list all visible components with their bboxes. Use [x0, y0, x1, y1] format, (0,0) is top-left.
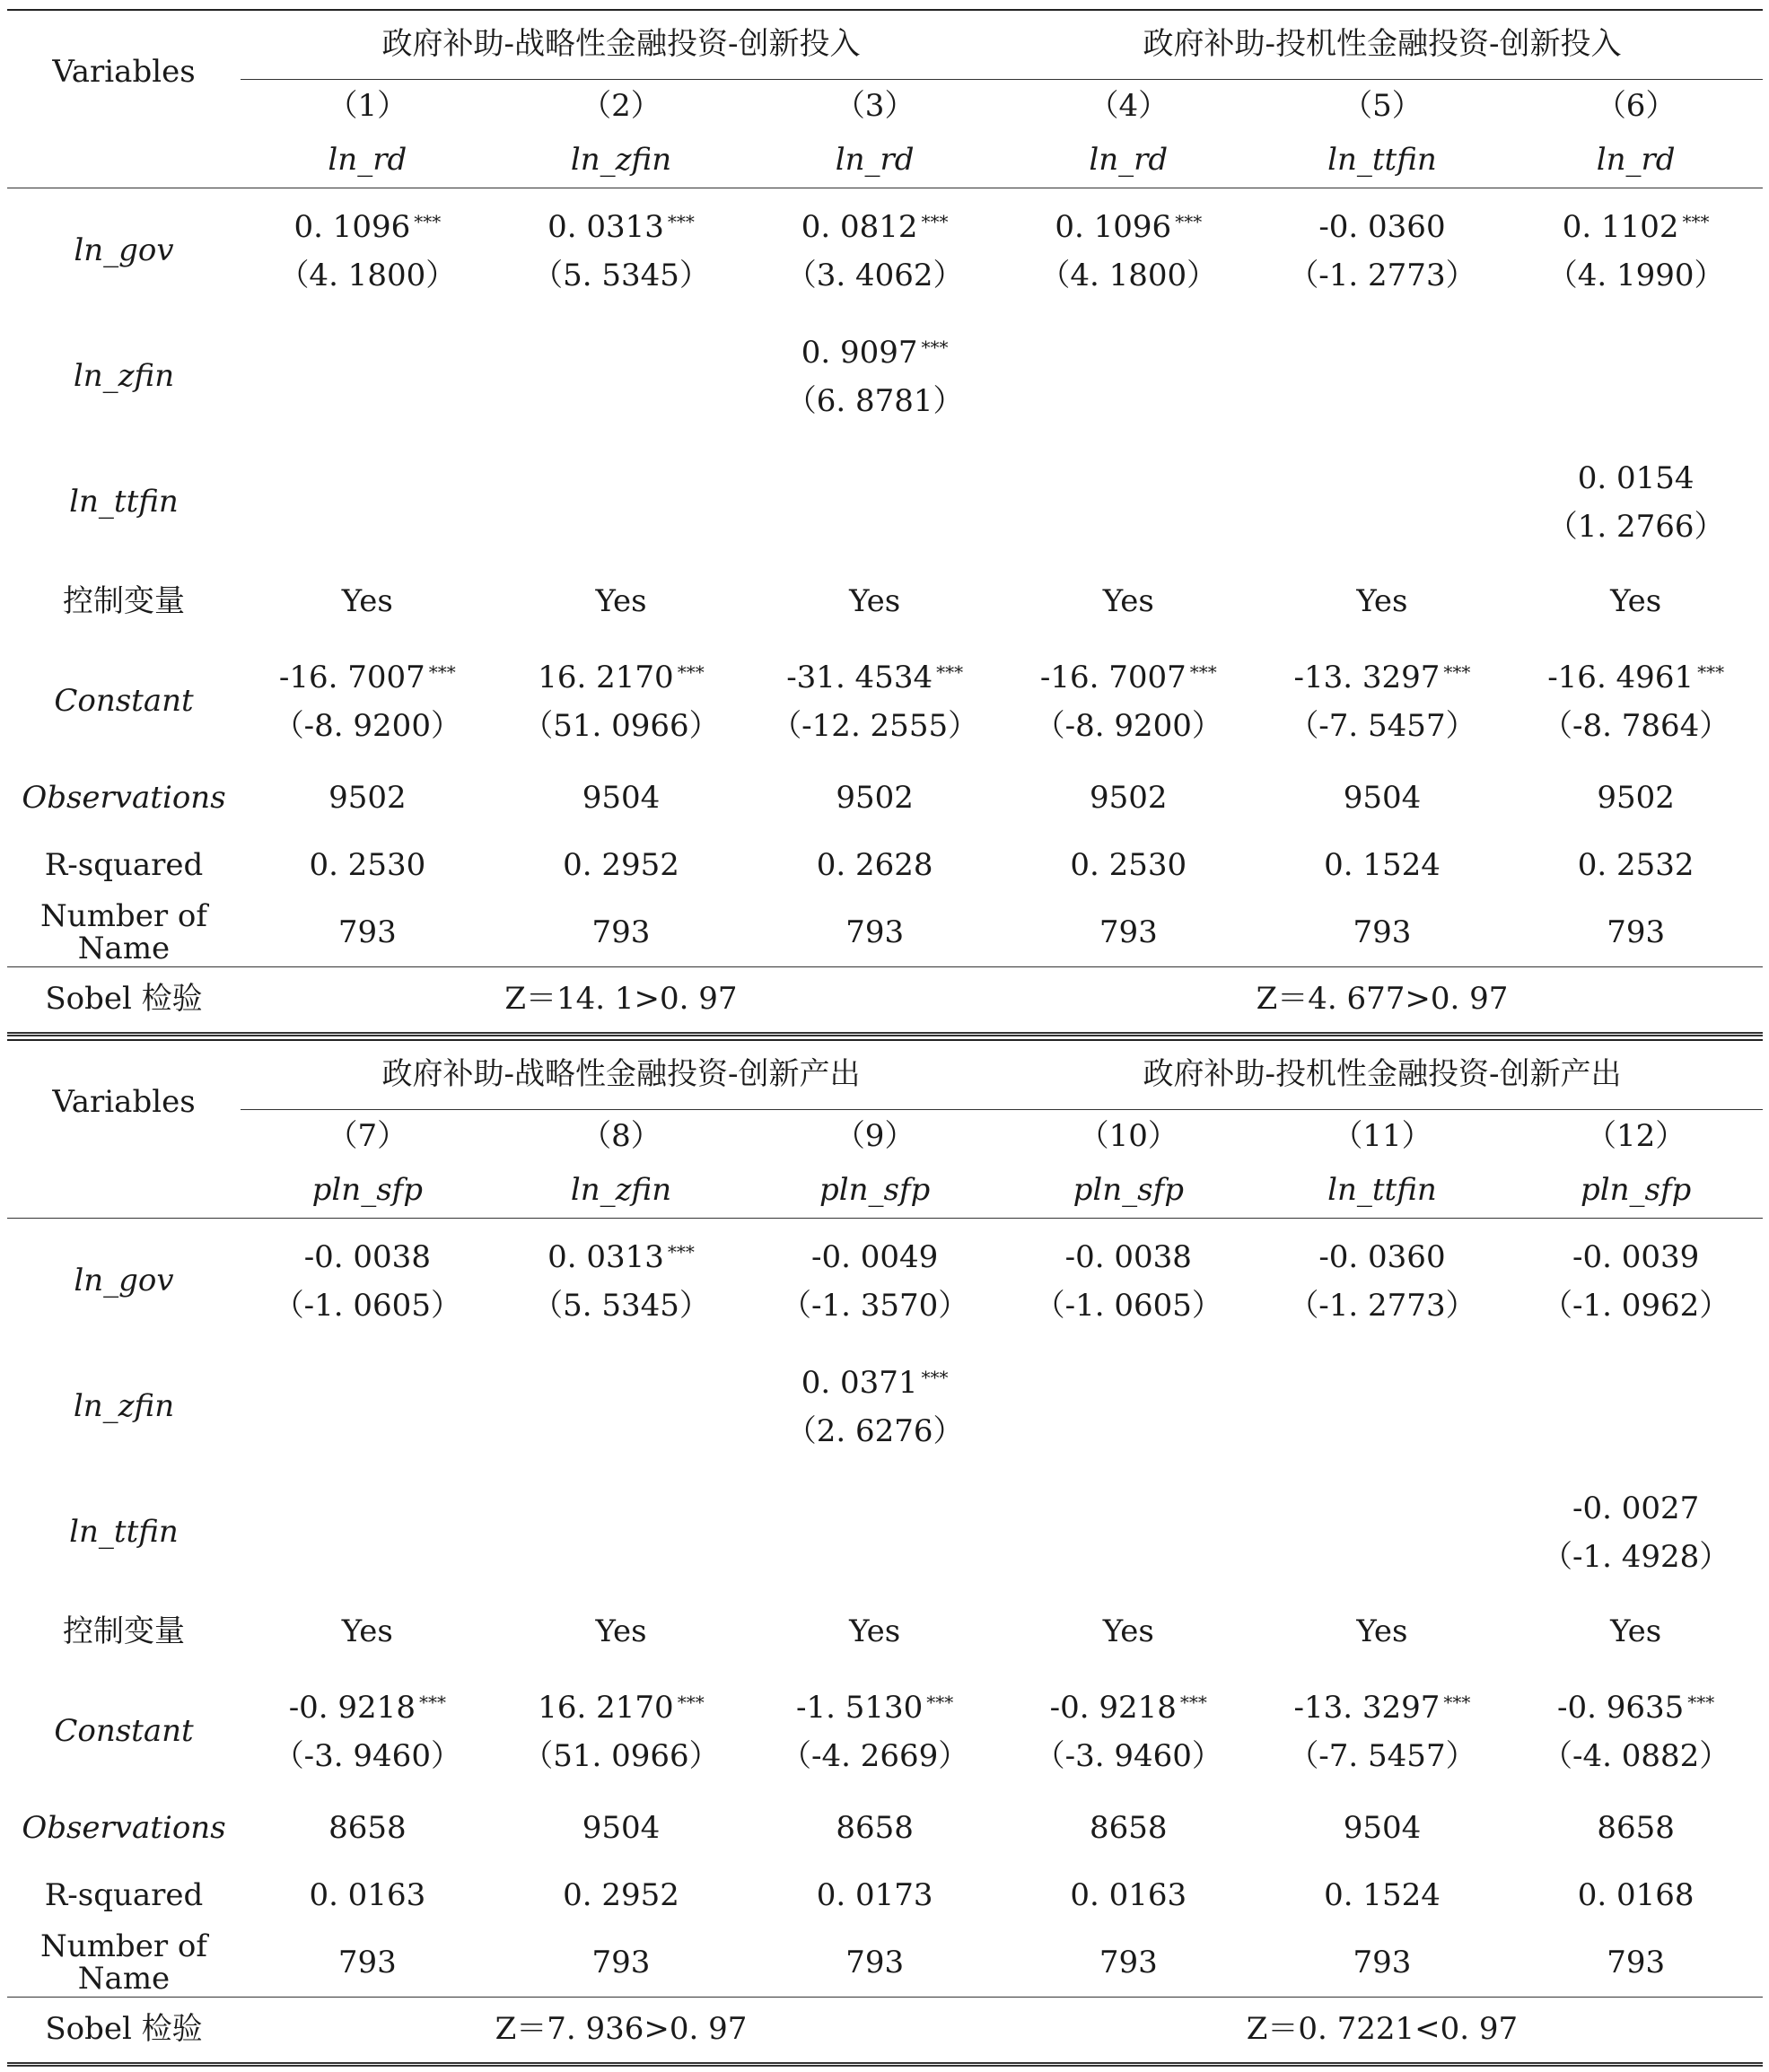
row-label-observations: Observations: [22, 779, 226, 816]
controls-cell: Yes: [1356, 1613, 1408, 1650]
coefficient-estimate: -0. 0038: [1064, 1239, 1192, 1275]
t-statistic: （5. 5345）: [532, 258, 710, 293]
row-controls: [7, 1596, 1763, 1669]
row-label-ln-ttfin: ln_ttfin: [69, 484, 179, 520]
coef-cell: [241, 1344, 495, 1470]
coef-cell: [748, 440, 1002, 565]
row-label-ln-ttfin: ln_ttfin: [69, 1514, 179, 1551]
coefficient-value: [241, 203, 495, 251]
dependent-variable: ln_rd: [1509, 134, 1763, 188]
coef-cell: [495, 1470, 749, 1596]
significance-stars: ***: [667, 211, 695, 232]
coef-cell: [748, 1470, 1002, 1596]
observations-cell: 8658: [836, 1809, 914, 1846]
coefficient-value: [1509, 1233, 1763, 1281]
dependent-variable: ln_ttfin: [1256, 1164, 1510, 1219]
significance-stars: ***: [926, 1692, 954, 1713]
coefficient-estimate: 0. 0313: [547, 1239, 664, 1275]
coefficient-estimate: 0. 1096: [293, 209, 411, 245]
significance-stars: ***: [414, 211, 442, 232]
coefficient-value: [1509, 1484, 1763, 1533]
t-statistic: （-7. 5457）: [1288, 708, 1476, 744]
row-ln-ttfin: [7, 1470, 1763, 1596]
r-squared-cell: 0. 2530: [1070, 846, 1187, 883]
coefficient-estimate: 0. 0812: [801, 209, 918, 245]
dependent-variable: pln_sfp: [1002, 1164, 1256, 1219]
r-squared-cell: 0. 0168: [1577, 1876, 1695, 1913]
column-number: （2）: [581, 88, 661, 125]
dependent-variable: ln_rd: [1002, 134, 1256, 188]
coefficient-value: [748, 1233, 1002, 1281]
coefficient-value: [748, 1359, 1002, 1407]
t-statistic: （-1. 0605）: [273, 1288, 461, 1324]
coefficient-estimate: 0. 1096: [1055, 209, 1172, 245]
t-statistic: （-1. 2773）: [1288, 258, 1476, 293]
controls-cell: Yes: [341, 583, 393, 620]
t-statistic: （6. 8781）: [785, 383, 964, 419]
coef-cell: [1002, 440, 1256, 565]
dependent-variable: pln_sfp: [748, 1164, 1002, 1219]
row-label-controls: 控制变量: [63, 1613, 185, 1650]
t-statistic: （4. 1800）: [278, 258, 457, 293]
t-statistic: （-8. 9200）: [273, 708, 461, 744]
row-label-ln-gov: ln_gov: [74, 232, 174, 269]
coef-cell: [495, 1219, 749, 1345]
controls-cell: Yes: [849, 583, 901, 620]
coefficient-value: [748, 203, 1002, 251]
controls-cell: Yes: [1610, 583, 1662, 620]
row-label-r-squared: R-squared: [44, 846, 204, 883]
t-statistic: （-1. 3570）: [781, 1288, 969, 1324]
t-statistic: （-1. 4928）: [1542, 1539, 1730, 1575]
row-sobel-test: [7, 1998, 1763, 2065]
t-statistic: （51. 0966）: [522, 708, 720, 744]
significance-stars: ***: [1697, 661, 1725, 683]
number-cell: 793: [1099, 1944, 1158, 1980]
row-ln-gov: [7, 188, 1763, 315]
column-number: （9）: [834, 1118, 915, 1155]
significance-stars: ***: [1189, 661, 1217, 683]
coef-cell: [1002, 314, 1256, 440]
coef-cell: [1002, 1344, 1256, 1470]
coefficient-estimate: -31. 4534: [786, 660, 933, 695]
controls-cell: Yes: [595, 1613, 647, 1650]
coefficient-value: [748, 328, 1002, 377]
coef-cell: [1256, 1470, 1510, 1596]
t-statistic: （-7. 5457）: [1288, 1738, 1476, 1774]
r-squared-cell: 0. 2628: [816, 846, 933, 883]
sobel-result-left: Z＝14. 1>0. 97: [241, 967, 1002, 1035]
controls-cell: Yes: [341, 1613, 393, 1650]
dependent-variable: ln_rd: [748, 134, 1002, 188]
significance-stars: ***: [1687, 1692, 1715, 1713]
row-label-r-squared: R-squared: [44, 1876, 204, 1913]
coef-cell: [241, 1669, 495, 1795]
coefficient-estimate: -0. 0039: [1572, 1239, 1700, 1275]
coefficient-estimate: -0. 0049: [811, 1239, 939, 1275]
dependent-variable: ln_zfin: [495, 134, 749, 188]
significance-stars: ***: [936, 661, 964, 683]
significance-stars: ***: [428, 661, 456, 683]
dependent-variable-row: [7, 134, 1763, 188]
coef-cell: [1509, 1219, 1763, 1345]
sobel-result-right: Z＝4. 677>0. 97: [1002, 967, 1763, 1035]
row-label-number-of-name: Number of Name: [40, 1928, 207, 1997]
t-statistic: （-1. 0605）: [1034, 1288, 1222, 1324]
coef-cell: [1256, 1219, 1510, 1345]
row-ln-zfin: [7, 314, 1763, 440]
regression-table-output: [7, 1039, 1763, 2067]
t-statistic: （3. 4062）: [785, 258, 964, 293]
number-cell: 793: [591, 1944, 651, 1980]
controls-cell: Yes: [1102, 583, 1154, 620]
coef-cell: [1256, 314, 1510, 440]
observations-cell: 9504: [1343, 1809, 1422, 1846]
number-cell: 793: [845, 914, 905, 950]
group-header-speculative-output: 政府补助-投机性金融投资-创新产出: [1002, 1040, 1763, 1110]
t-statistic: （-4. 2669）: [781, 1738, 969, 1774]
coefficient-value: [1509, 1683, 1763, 1732]
coef-cell: [1002, 1219, 1256, 1345]
row-number-of-name: [7, 899, 1763, 967]
coefficient-estimate: 0. 0154: [1577, 460, 1695, 496]
observations-cell: 9502: [1597, 779, 1675, 816]
coefficient-value: [495, 653, 749, 702]
row-observations: [7, 765, 1763, 832]
coef-cell: [1256, 639, 1510, 765]
coef-cell: [1509, 1470, 1763, 1596]
coef-cell: [241, 314, 495, 440]
controls-cell: Yes: [849, 1613, 901, 1650]
coefficient-estimate: 16. 2170: [538, 660, 674, 695]
controls-cell: Yes: [595, 583, 647, 620]
group-header-strategic-input: 政府补助-战略性金融投资-创新投入: [241, 10, 1002, 80]
dependent-variable: ln_zfin: [495, 1164, 749, 1219]
coef-cell: [1509, 314, 1763, 440]
row-label-sobel: Sobel 检验: [7, 1998, 241, 2065]
coef-cell: [748, 1219, 1002, 1345]
significance-stars: ***: [677, 1692, 705, 1713]
number-cell: 793: [591, 914, 651, 950]
group-header-speculative-input: 政府补助-投机性金融投资-创新投入: [1002, 10, 1763, 80]
number-cell: 793: [1353, 914, 1412, 950]
row-label-constant: Constant: [54, 1713, 194, 1750]
coefficient-value: [495, 1683, 749, 1732]
coef-cell: [1509, 1669, 1763, 1795]
t-statistic: （-1. 2773）: [1288, 1288, 1476, 1324]
coefficient-value: [241, 1683, 495, 1732]
column-number: （1）: [327, 88, 408, 125]
coefficient-estimate: 16. 2170: [538, 1690, 674, 1726]
row-ln-gov: [7, 1219, 1763, 1345]
row-r-squared: [7, 1862, 1763, 1929]
coefficient-value: [241, 653, 495, 702]
significance-stars: ***: [921, 211, 949, 232]
coefficient-value: [1256, 1683, 1510, 1732]
significance-stars: ***: [921, 337, 949, 358]
number-cell: 793: [337, 1944, 397, 1980]
observations-cell: 9502: [328, 779, 407, 816]
r-squared-cell: 0. 0163: [309, 1876, 426, 1913]
coefficient-estimate: -16. 7007: [1039, 660, 1187, 695]
number-cell: 793: [1353, 1944, 1412, 1980]
coefficient-value: [1256, 203, 1510, 251]
coef-cell: [1002, 639, 1256, 765]
number-cell: 793: [845, 1944, 905, 1980]
observations-cell: 9504: [582, 779, 661, 816]
coefficient-estimate: 0. 9097: [801, 335, 918, 371]
coef-cell: [241, 188, 495, 315]
t-statistic: （-4. 0882）: [1542, 1738, 1730, 1774]
group-header-row: [7, 10, 1763, 80]
significance-stars: ***: [667, 1241, 695, 1263]
coefficient-value: [1002, 1233, 1256, 1281]
column-number-row: [7, 80, 1763, 135]
coef-cell: [1002, 1669, 1256, 1795]
significance-stars: ***: [1443, 1692, 1471, 1713]
r-squared-cell: 0. 0173: [816, 1876, 933, 1913]
blank-cell: [7, 1164, 241, 1219]
row-label-sobel: Sobel 检验: [7, 967, 241, 1035]
r-squared-cell: 0. 2952: [563, 846, 679, 883]
coef-cell: [748, 1344, 1002, 1470]
row-label-ln-zfin: ln_zfin: [73, 358, 175, 395]
blank-cell: [7, 134, 241, 188]
number-cell: 793: [337, 914, 397, 950]
coef-cell: [1509, 440, 1763, 565]
observations-cell: 9504: [1343, 779, 1422, 816]
t-statistic: （-8. 7864）: [1542, 708, 1730, 744]
coef-cell: [495, 639, 749, 765]
coefficient-estimate: -0. 0027: [1572, 1491, 1700, 1526]
t-statistic: （5. 5345）: [532, 1288, 710, 1324]
dependent-variable: ln_rd: [241, 134, 495, 188]
coef-cell: [1509, 188, 1763, 315]
coef-cell: [241, 1219, 495, 1345]
column-number: （8）: [581, 1118, 661, 1155]
coef-cell: [1002, 1470, 1256, 1596]
coef-cell: [495, 314, 749, 440]
coef-cell: [1256, 440, 1510, 565]
row-label-observations: Observations: [22, 1809, 226, 1846]
t-statistic: （1. 2766）: [1546, 509, 1725, 545]
coef-cell: [495, 1344, 749, 1470]
coef-cell: [495, 440, 749, 565]
t-statistic: （-3. 9460）: [273, 1738, 461, 1774]
t-statistic: （-8. 9200）: [1034, 708, 1222, 744]
coef-cell: [748, 1669, 1002, 1795]
number-cell: 793: [1607, 1944, 1666, 1980]
coefficient-estimate: -0. 0360: [1318, 1239, 1446, 1275]
coefficient-estimate: -0. 0038: [303, 1239, 431, 1275]
row-number-of-name: [7, 1929, 1763, 1998]
coef-cell: [1509, 639, 1763, 765]
row-ln-zfin: [7, 1344, 1763, 1470]
significance-stars: ***: [1175, 211, 1203, 232]
coef-cell: [241, 1470, 495, 1596]
dependent-variable: ln_ttfin: [1256, 134, 1510, 188]
r-squared-cell: 0. 2952: [563, 1876, 679, 1913]
coefficient-value: [1002, 653, 1256, 702]
coefficient-value: [1002, 203, 1256, 251]
coefficient-estimate: 0. 0313: [547, 209, 664, 245]
number-cell: 793: [1099, 914, 1158, 950]
observations-cell: 9502: [1090, 779, 1168, 816]
r-squared-cell: 0. 1524: [1324, 1876, 1441, 1913]
row-label-constant: Constant: [54, 683, 194, 720]
significance-stars: ***: [1443, 661, 1471, 683]
coefficient-estimate: -0. 9218: [288, 1690, 416, 1726]
coefficient-estimate: -1. 5130: [796, 1690, 924, 1726]
row-constant: [7, 1669, 1763, 1795]
coefficient-value: [495, 203, 749, 251]
r-squared-cell: 0. 2532: [1577, 846, 1695, 883]
coefficient-value: [1509, 653, 1763, 702]
observations-cell: 9504: [582, 1809, 661, 1846]
row-controls: [7, 565, 1763, 639]
coefficient-estimate: -0. 9635: [1557, 1690, 1685, 1726]
coefficient-value: [1256, 653, 1510, 702]
coefficient-estimate: 0. 0371: [801, 1365, 918, 1401]
significance-stars: ***: [1179, 1692, 1207, 1713]
coef-cell: [1002, 188, 1256, 315]
coef-cell: [1256, 1344, 1510, 1470]
observations-cell: 8658: [328, 1809, 407, 1846]
coef-cell: [241, 440, 495, 565]
t-statistic: （51. 0966）: [522, 1738, 720, 1774]
column-number: （4）: [1088, 88, 1169, 125]
coef-cell: [241, 639, 495, 765]
t-statistic: （-12. 2555）: [771, 708, 979, 744]
number-cell: 793: [1607, 914, 1666, 950]
significance-stars: ***: [921, 1367, 949, 1388]
row-ln-ttfin: [7, 440, 1763, 565]
controls-cell: Yes: [1610, 1613, 1662, 1650]
dependent-variable: pln_sfp: [241, 1164, 495, 1219]
coef-cell: [748, 639, 1002, 765]
coefficient-estimate: 0. 1102: [1562, 209, 1679, 245]
row-label-ln-zfin: ln_zfin: [73, 1388, 175, 1425]
column-number: （6）: [1595, 88, 1677, 125]
coefficient-value: [495, 1233, 749, 1281]
sobel-result-right: Z＝0. 7221<0. 97: [1002, 1998, 1763, 2065]
coefficient-value: [1509, 203, 1763, 251]
column-number: （11）: [1332, 1118, 1432, 1155]
row-observations: [7, 1795, 1763, 1862]
r-squared-cell: 0. 2530: [309, 846, 426, 883]
row-label-ln-gov: ln_gov: [74, 1263, 174, 1299]
coefficient-value: [1256, 1233, 1510, 1281]
coefficient-value: [1509, 454, 1763, 503]
t-statistic: （2. 6276）: [785, 1413, 964, 1449]
group-header-row: [7, 1040, 1763, 1110]
coefficient-estimate: -13. 3297: [1293, 1690, 1441, 1726]
coef-cell: [748, 188, 1002, 315]
row-label-controls: 控制变量: [63, 583, 185, 620]
regression-table-input: [7, 9, 1763, 1036]
coefficient-estimate: -16. 7007: [278, 660, 425, 695]
row-label-number-of-name: Number of Name: [40, 897, 207, 966]
significance-stars: ***: [1682, 211, 1710, 232]
t-statistic: （-1. 0962）: [1542, 1288, 1730, 1324]
observations-cell: 8658: [1597, 1809, 1675, 1846]
controls-cell: Yes: [1102, 1613, 1154, 1650]
controls-cell: Yes: [1356, 583, 1408, 620]
coef-cell: [1509, 1344, 1763, 1470]
t-statistic: （4. 1990）: [1546, 258, 1725, 293]
coef-cell: [495, 188, 749, 315]
group-header-strategic-output: 政府补助-战略性金融投资-创新产出: [241, 1040, 1002, 1110]
coef-cell: [748, 314, 1002, 440]
t-statistic: （4. 1800）: [1039, 258, 1218, 293]
variables-header: Variables: [52, 53, 196, 90]
dependent-variable: pln_sfp: [1509, 1164, 1763, 1219]
significance-stars: ***: [677, 661, 705, 683]
row-sobel-test: [7, 967, 1763, 1035]
dependent-variable-row: [7, 1164, 1763, 1219]
coefficient-estimate: -0. 0360: [1318, 209, 1446, 245]
coef-cell: [1256, 1669, 1510, 1795]
variables-header: Variables: [52, 1083, 196, 1120]
coefficient-estimate: -16. 4961: [1547, 660, 1695, 695]
observations-cell: 8658: [1090, 1809, 1168, 1846]
sobel-result-left: Z＝7. 936>0. 97: [241, 1998, 1002, 2065]
coefficient-estimate: -13. 3297: [1293, 660, 1441, 695]
column-number: （10）: [1078, 1118, 1178, 1155]
column-number: （3）: [834, 88, 915, 125]
observations-cell: 9502: [836, 779, 914, 816]
coefficient-value: [1002, 1683, 1256, 1732]
r-squared-cell: 0. 0163: [1070, 1876, 1187, 1913]
column-number: （12）: [1586, 1118, 1686, 1155]
column-number: （5）: [1342, 88, 1423, 125]
column-number-row: [7, 1110, 1763, 1165]
column-number: （7）: [327, 1118, 408, 1155]
row-constant: [7, 639, 1763, 765]
significance-stars: ***: [418, 1692, 446, 1713]
row-r-squared: [7, 832, 1763, 899]
r-squared-cell: 0. 1524: [1324, 846, 1441, 883]
coefficient-value: [241, 1233, 495, 1281]
coef-cell: [1256, 188, 1510, 315]
t-statistic: （-3. 9460）: [1034, 1738, 1222, 1774]
coefficient-value: [748, 653, 1002, 702]
coefficient-estimate: -0. 9218: [1049, 1690, 1177, 1726]
coefficient-value: [748, 1683, 1002, 1732]
coef-cell: [495, 1669, 749, 1795]
